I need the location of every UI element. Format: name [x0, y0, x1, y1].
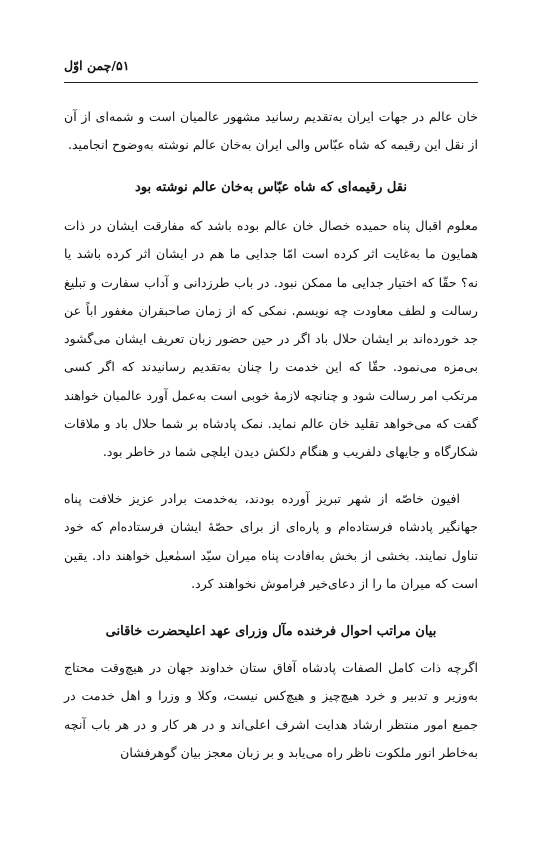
- section-heading-letter: نقل رقیمه‌ای که شاه عبّاس به‌خان عالم نوشته بود: [135, 180, 407, 195]
- ministers-paragraph: اگرچه ذات کامل الصفات پادشاه آفاق ستان خداوند جهان در هیچ‌وقت محتاج به‌وزیر و تدبیر و خرد هیچ‌چیز و هیچ‌کس نیست، وکلا و وزرا و اهل خدمت در جمیع امور منتظر ارشاد هدایت اشرف اعلی‌اند و در هر کار و در هر باب آنچه به‌خاطر انور ملکوت ناظر راه می‌یابد و بر زبان معجز بیان گوهرفشان: [64, 660, 478, 760]
- intro-paragraph: خان عالم در جهات ایران به‌تقدیم رسانید مشهور عالمیان است و شمه‌ای از آن از نقل این رقیمه که شاه عبّاس والی ایران به‌خان عالم نوشته به‌وضوح انجامید.: [64, 109, 478, 153]
- letter-paragraph: معلوم اقبال پناه حمیده خصال خان عالم بوده باشد که مفارقت ایشان در ذات همایون ما به‌غایت اثر کرده است امّا جدایی ما هم در ایشان اثر کرده باشد یا نه؟ حقّا که اختیار جدایی ما ممکن نبود. در باب طرزدانی و آداب سفارت و تبلیغ رسالت و لطف معاودت چه نویسم. نمکی که از زمان صاحبقران مغفور اباً عن جد خورده‌اند بر ایشان حلال باد اگر در حین حضور زبان تعریف ایشان می‌گشود بی‌مزه می‌نمود. حقّا که این خدمت را چنان به‌تقدیم رسانیدند که اگر کسی مرتکب امر رسالت شود و چنانچه لازمهٔ خوبی است به‌عمل آورد عالمیان خواهند گفت که می‌خواهد تقلید خان عالم نماید. نمک پادشاه بر شما حلال باد و ملاقات شکارگاه و جایهای دلفریب و هنگام دلکش دیدن ایلچی شما در خاطر بود.: [64, 218, 478, 460]
- letter-paragraph-2: افیون خاصّه از شهر تبریز آورده بودند، به‌خدمت برادر عزیز خلافت پناه جهانگیر پادشاه فرستاده‌ام و پاره‌ای از برای حصّهٔ ایشان فرستاده‌ام که خود تناول نمایند. بخشی از بخش به‌افادت پناه میران سیّد اسمٰعیل خواهند داد. یقین است که میران ما را از دعای‌خیر فراموش نخواهند کرد.: [64, 491, 478, 591]
- running-header: [64, 58, 478, 86]
- section-heading-ministers: بیان مراتب احوال فرخنده مآل وزرای عهد اعلیحضرت خاقانی: [105, 624, 437, 639]
- page-number-label: ۵۱/چمن اوّل: [64, 58, 130, 73]
- header-rule: [64, 82, 478, 83]
